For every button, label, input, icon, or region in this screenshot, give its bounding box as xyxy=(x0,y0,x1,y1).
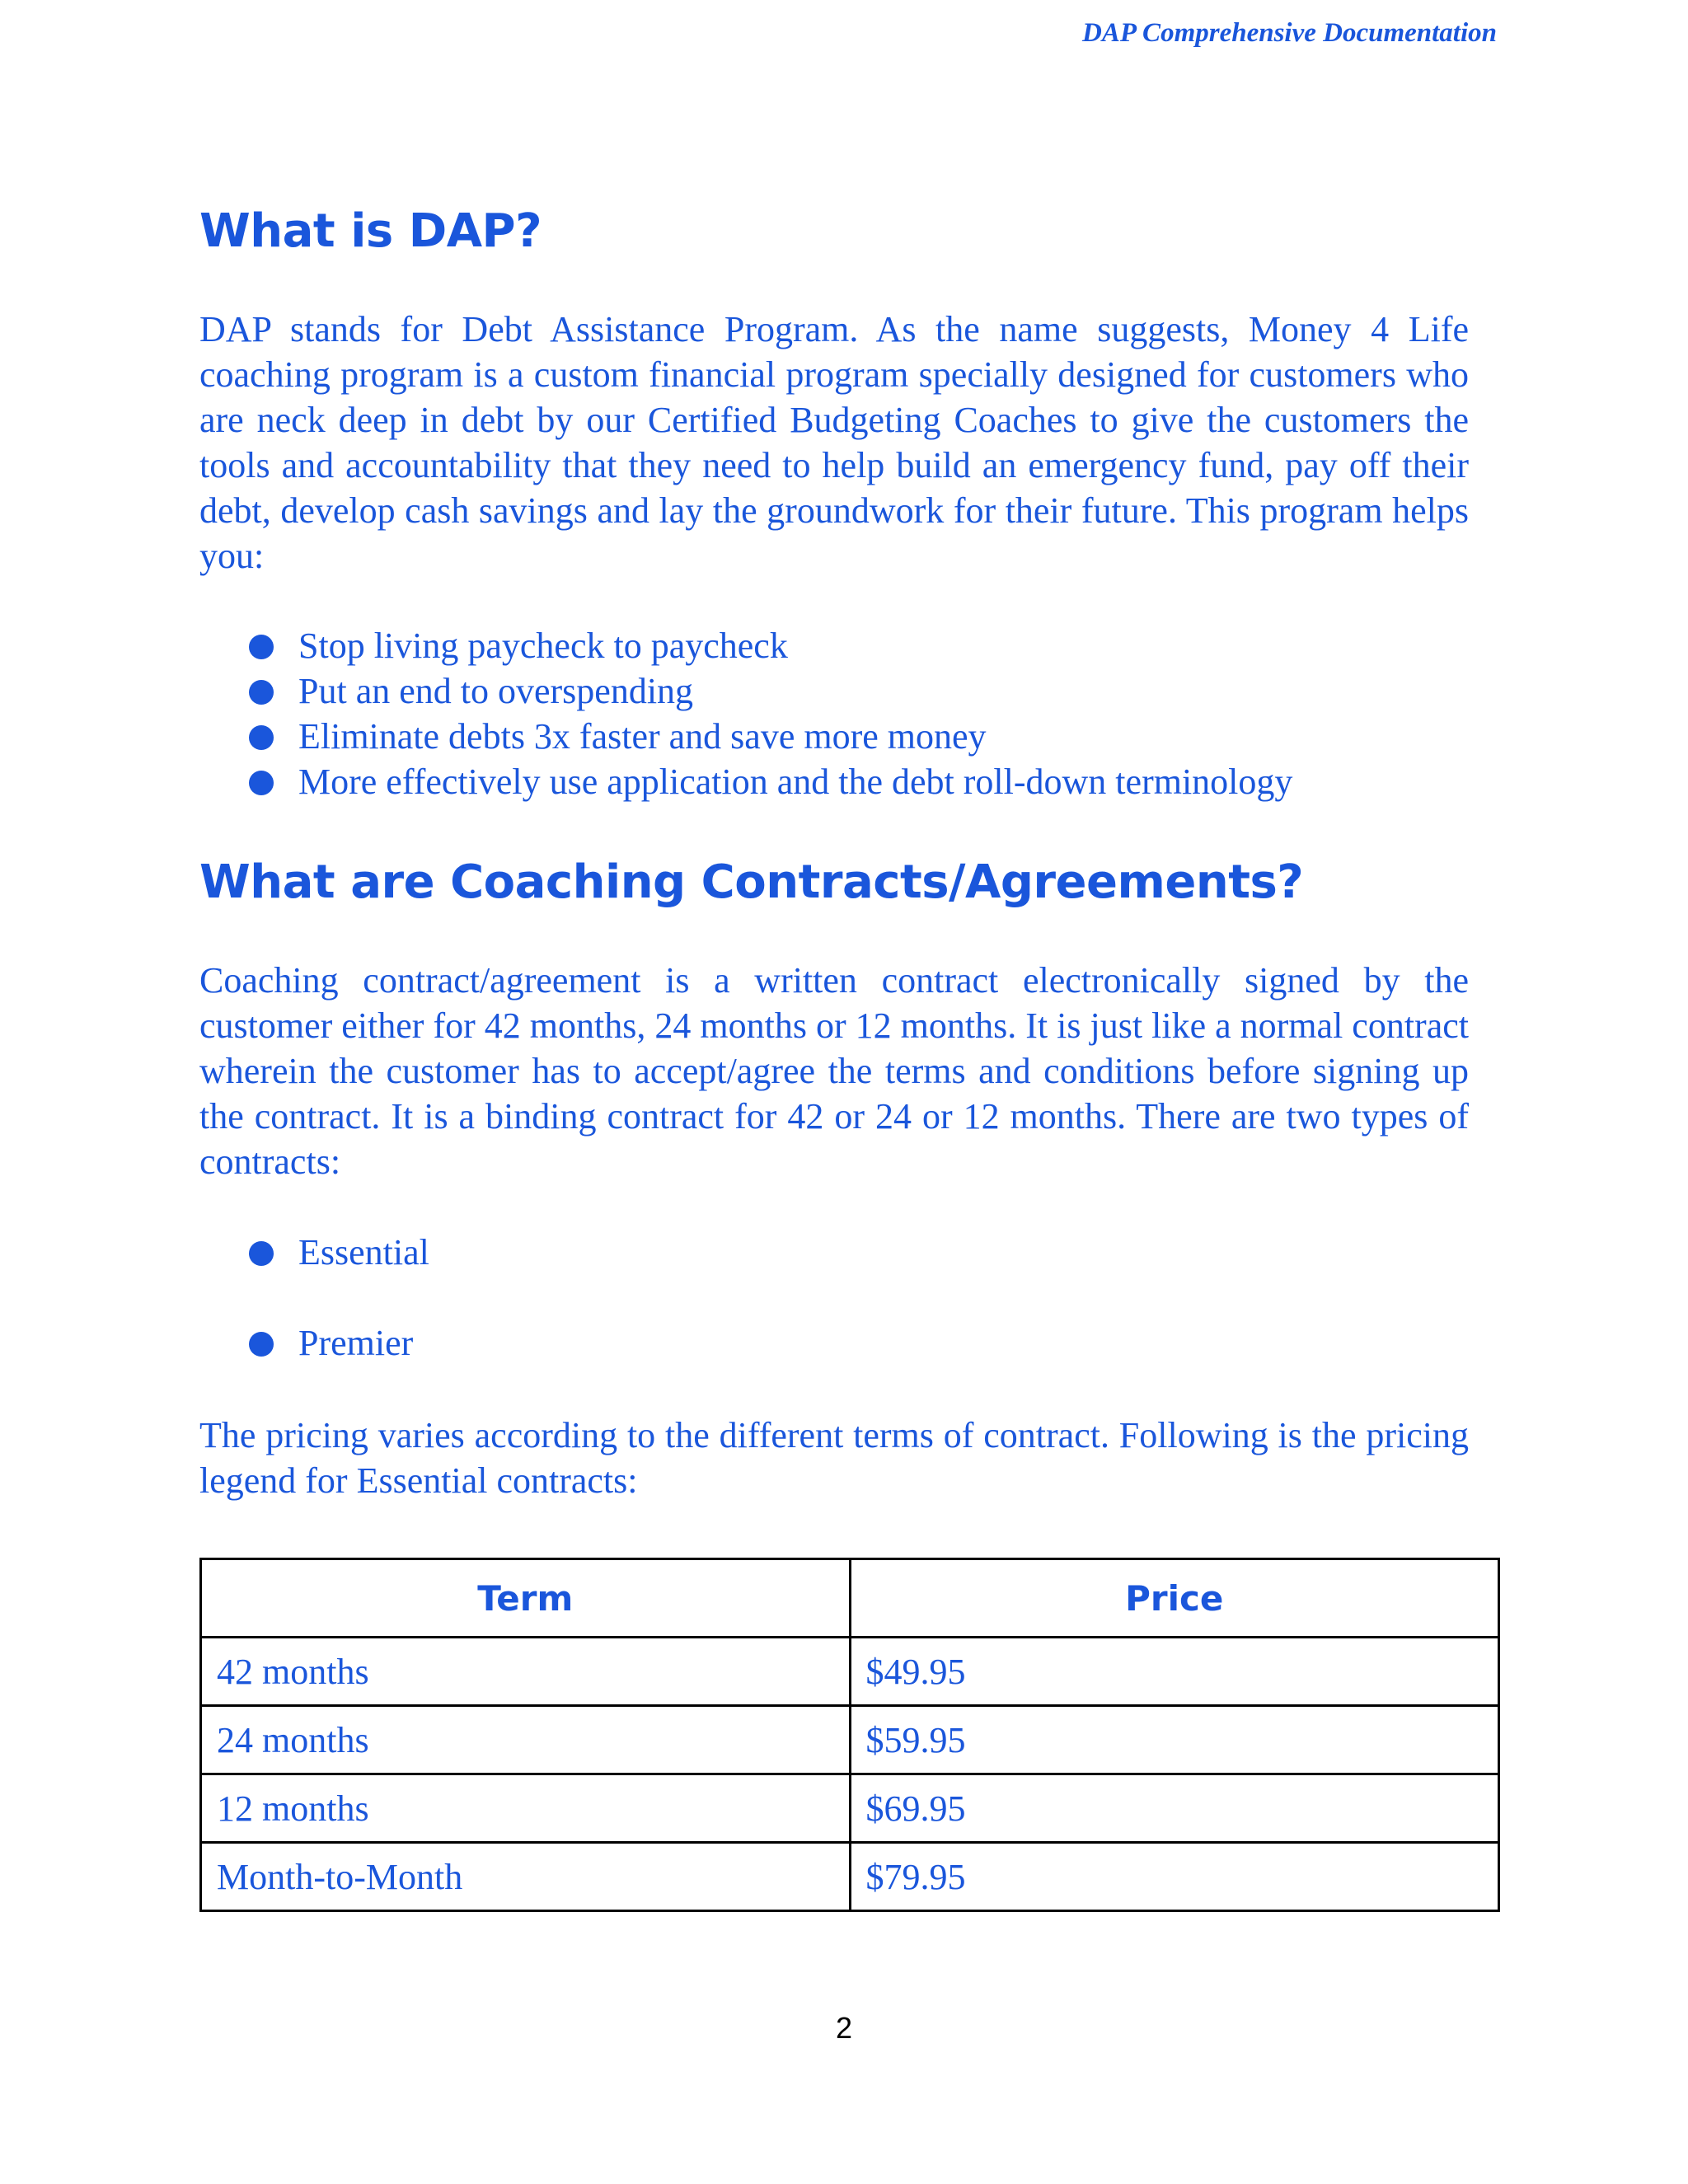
table-header-price: Price xyxy=(850,1559,1499,1638)
bullet-icon xyxy=(249,725,274,750)
table-row xyxy=(201,1638,1499,1706)
list-item xyxy=(249,623,1292,668)
benefits-list xyxy=(249,623,1292,804)
bullet-icon xyxy=(249,635,274,659)
table-header-term: Term xyxy=(201,1559,851,1638)
bullet-icon xyxy=(249,1332,274,1357)
list-item-text: Essential xyxy=(298,1232,429,1272)
section-heading-what-is-dap: What is DAP? xyxy=(199,204,542,258)
list-item xyxy=(249,714,1292,759)
pricing-intro-paragraph: The pricing varies according to the different terms of contract. Following is the pricing legend for Essential contracts: xyxy=(199,1415,1469,1501)
list-item xyxy=(249,1230,429,1275)
list-item-text: More effectively use application and the debt roll-down terminology xyxy=(298,762,1293,802)
list-item-text: Eliminate debts 3x faster and save more money xyxy=(298,716,987,757)
table-cell-price: $69.95 xyxy=(850,1774,1499,1843)
table-cell-term: 24 months xyxy=(201,1706,851,1774)
table-cell-price: $49.95 xyxy=(850,1638,1499,1706)
list-item xyxy=(249,668,1292,714)
contract-types-list xyxy=(249,1230,429,1411)
list-item-text: Put an end to overspending xyxy=(298,671,694,711)
bullet-icon xyxy=(249,771,274,795)
bullet-icon xyxy=(249,680,274,705)
list-item xyxy=(249,759,1292,804)
table-row xyxy=(201,1706,1499,1774)
bullet-icon xyxy=(249,1241,274,1266)
table-cell-term: 42 months xyxy=(201,1638,851,1706)
pricing-table xyxy=(199,1558,1500,1912)
table-row xyxy=(201,1774,1499,1843)
section-paragraph-contracts: Coaching contract/agreement is a written contract electronically signed by the customer either for 42 months, 24 months or 12 months. It is just like a normal contract wherein the customer has to accept/agree the terms and conditions before signing up the contract. It is a binding contract for 42 or 24 or 12 months. There are two types of contracts: xyxy=(199,960,1469,1182)
table-cell-price: $59.95 xyxy=(850,1706,1499,1774)
table-cell-price: $79.95 xyxy=(850,1843,1499,1911)
page-number: 2 xyxy=(835,2011,853,2045)
list-item xyxy=(249,1320,429,1366)
table-row xyxy=(201,1843,1499,1911)
section-heading-coaching-contracts: What are Coaching Contracts/Agreements? xyxy=(199,855,1304,909)
table-cell-term: Month-to-Month xyxy=(201,1843,851,1911)
document-header-title: DAP Comprehensive Documentation xyxy=(1082,18,1497,48)
list-item-text: Stop living paycheck to paycheck xyxy=(298,626,788,666)
section-paragraph-dap: DAP stands for Debt Assistance Program. As the name suggests, Money 4 Life coaching program is a custom financial program specially designed for customers who are neck deep in debt by our Certified Budgeting Coaches to give the customers the tools and accountability that they need to help build an emergency fund, pay off their debt, develop cash savings and lay the groundwork for their future. This program helps you: xyxy=(199,309,1469,576)
table-cell-term: 12 months xyxy=(201,1774,851,1843)
list-item-text: Premier xyxy=(298,1323,414,1363)
table-header-row xyxy=(201,1559,1499,1638)
